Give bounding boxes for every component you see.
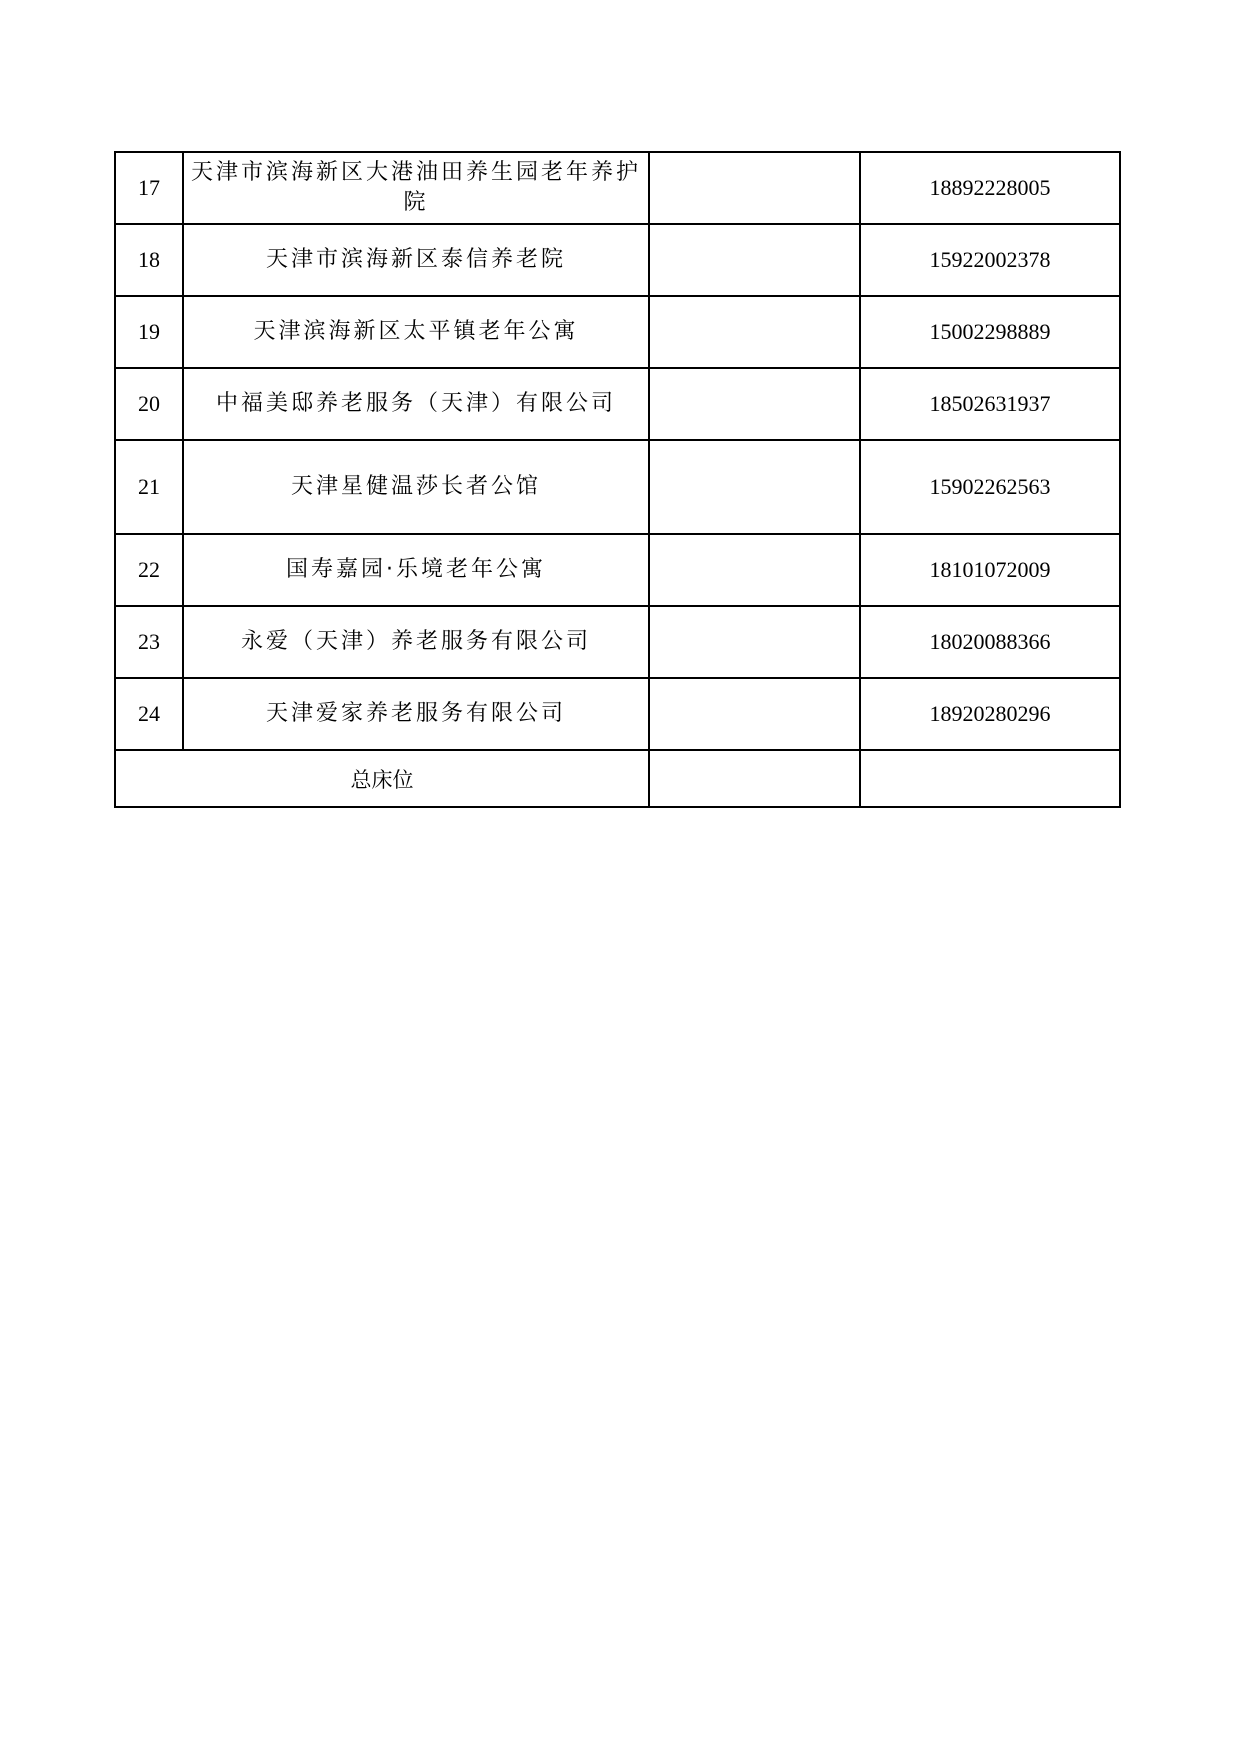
- contact-phone: 15002298889: [860, 296, 1120, 368]
- contact-phone: 15922002378: [860, 224, 1120, 296]
- institution-name: 天津滨海新区太平镇老年公寓: [183, 296, 649, 368]
- bed-count: [649, 440, 860, 534]
- contact-phone: 18920280296: [860, 678, 1120, 750]
- institution-name: 永爱（天津）养老服务有限公司: [183, 606, 649, 678]
- total-bed-count: [649, 750, 860, 807]
- row-number: 17: [115, 152, 183, 224]
- table-row: [115, 368, 1120, 440]
- institution-name: 天津市滨海新区大港油田养生园老年养护院: [183, 152, 649, 224]
- bed-count: [649, 606, 860, 678]
- total-beds-label: 总床位: [115, 750, 649, 807]
- bed-count: [649, 296, 860, 368]
- total-row: [115, 750, 1120, 807]
- row-number: 21: [115, 440, 183, 534]
- institution-name: 中福美邸养老服务（天津）有限公司: [183, 368, 649, 440]
- row-number: 23: [115, 606, 183, 678]
- row-number: 18: [115, 224, 183, 296]
- bed-count: [649, 224, 860, 296]
- total-phone-cell: [860, 750, 1120, 807]
- table-row: [115, 534, 1120, 606]
- bed-count: [649, 152, 860, 224]
- contact-phone: 18892228005: [860, 152, 1120, 224]
- row-number: 20: [115, 368, 183, 440]
- table-row: [115, 296, 1120, 368]
- institution-name: 天津爱家养老服务有限公司: [183, 678, 649, 750]
- bed-count: [649, 534, 860, 606]
- elder-care-institution-table: [114, 151, 1121, 808]
- table-row: [115, 606, 1120, 678]
- table-row: [115, 440, 1120, 534]
- table-row: [115, 152, 1120, 224]
- row-number: 24: [115, 678, 183, 750]
- row-number: 19: [115, 296, 183, 368]
- contact-phone: 18101072009: [860, 534, 1120, 606]
- table-row: [115, 678, 1120, 750]
- table-row: [115, 224, 1120, 296]
- contact-phone: 15902262563: [860, 440, 1120, 534]
- institution-name: 国寿嘉园·乐境老年公寓: [183, 534, 649, 606]
- row-number: 22: [115, 534, 183, 606]
- institution-name: 天津市滨海新区泰信养老院: [183, 224, 649, 296]
- bed-count: [649, 678, 860, 750]
- institution-name: 天津星健温莎长者公馆: [183, 440, 649, 534]
- bed-count: [649, 368, 860, 440]
- contact-phone: 18502631937: [860, 368, 1120, 440]
- contact-phone: 18020088366: [860, 606, 1120, 678]
